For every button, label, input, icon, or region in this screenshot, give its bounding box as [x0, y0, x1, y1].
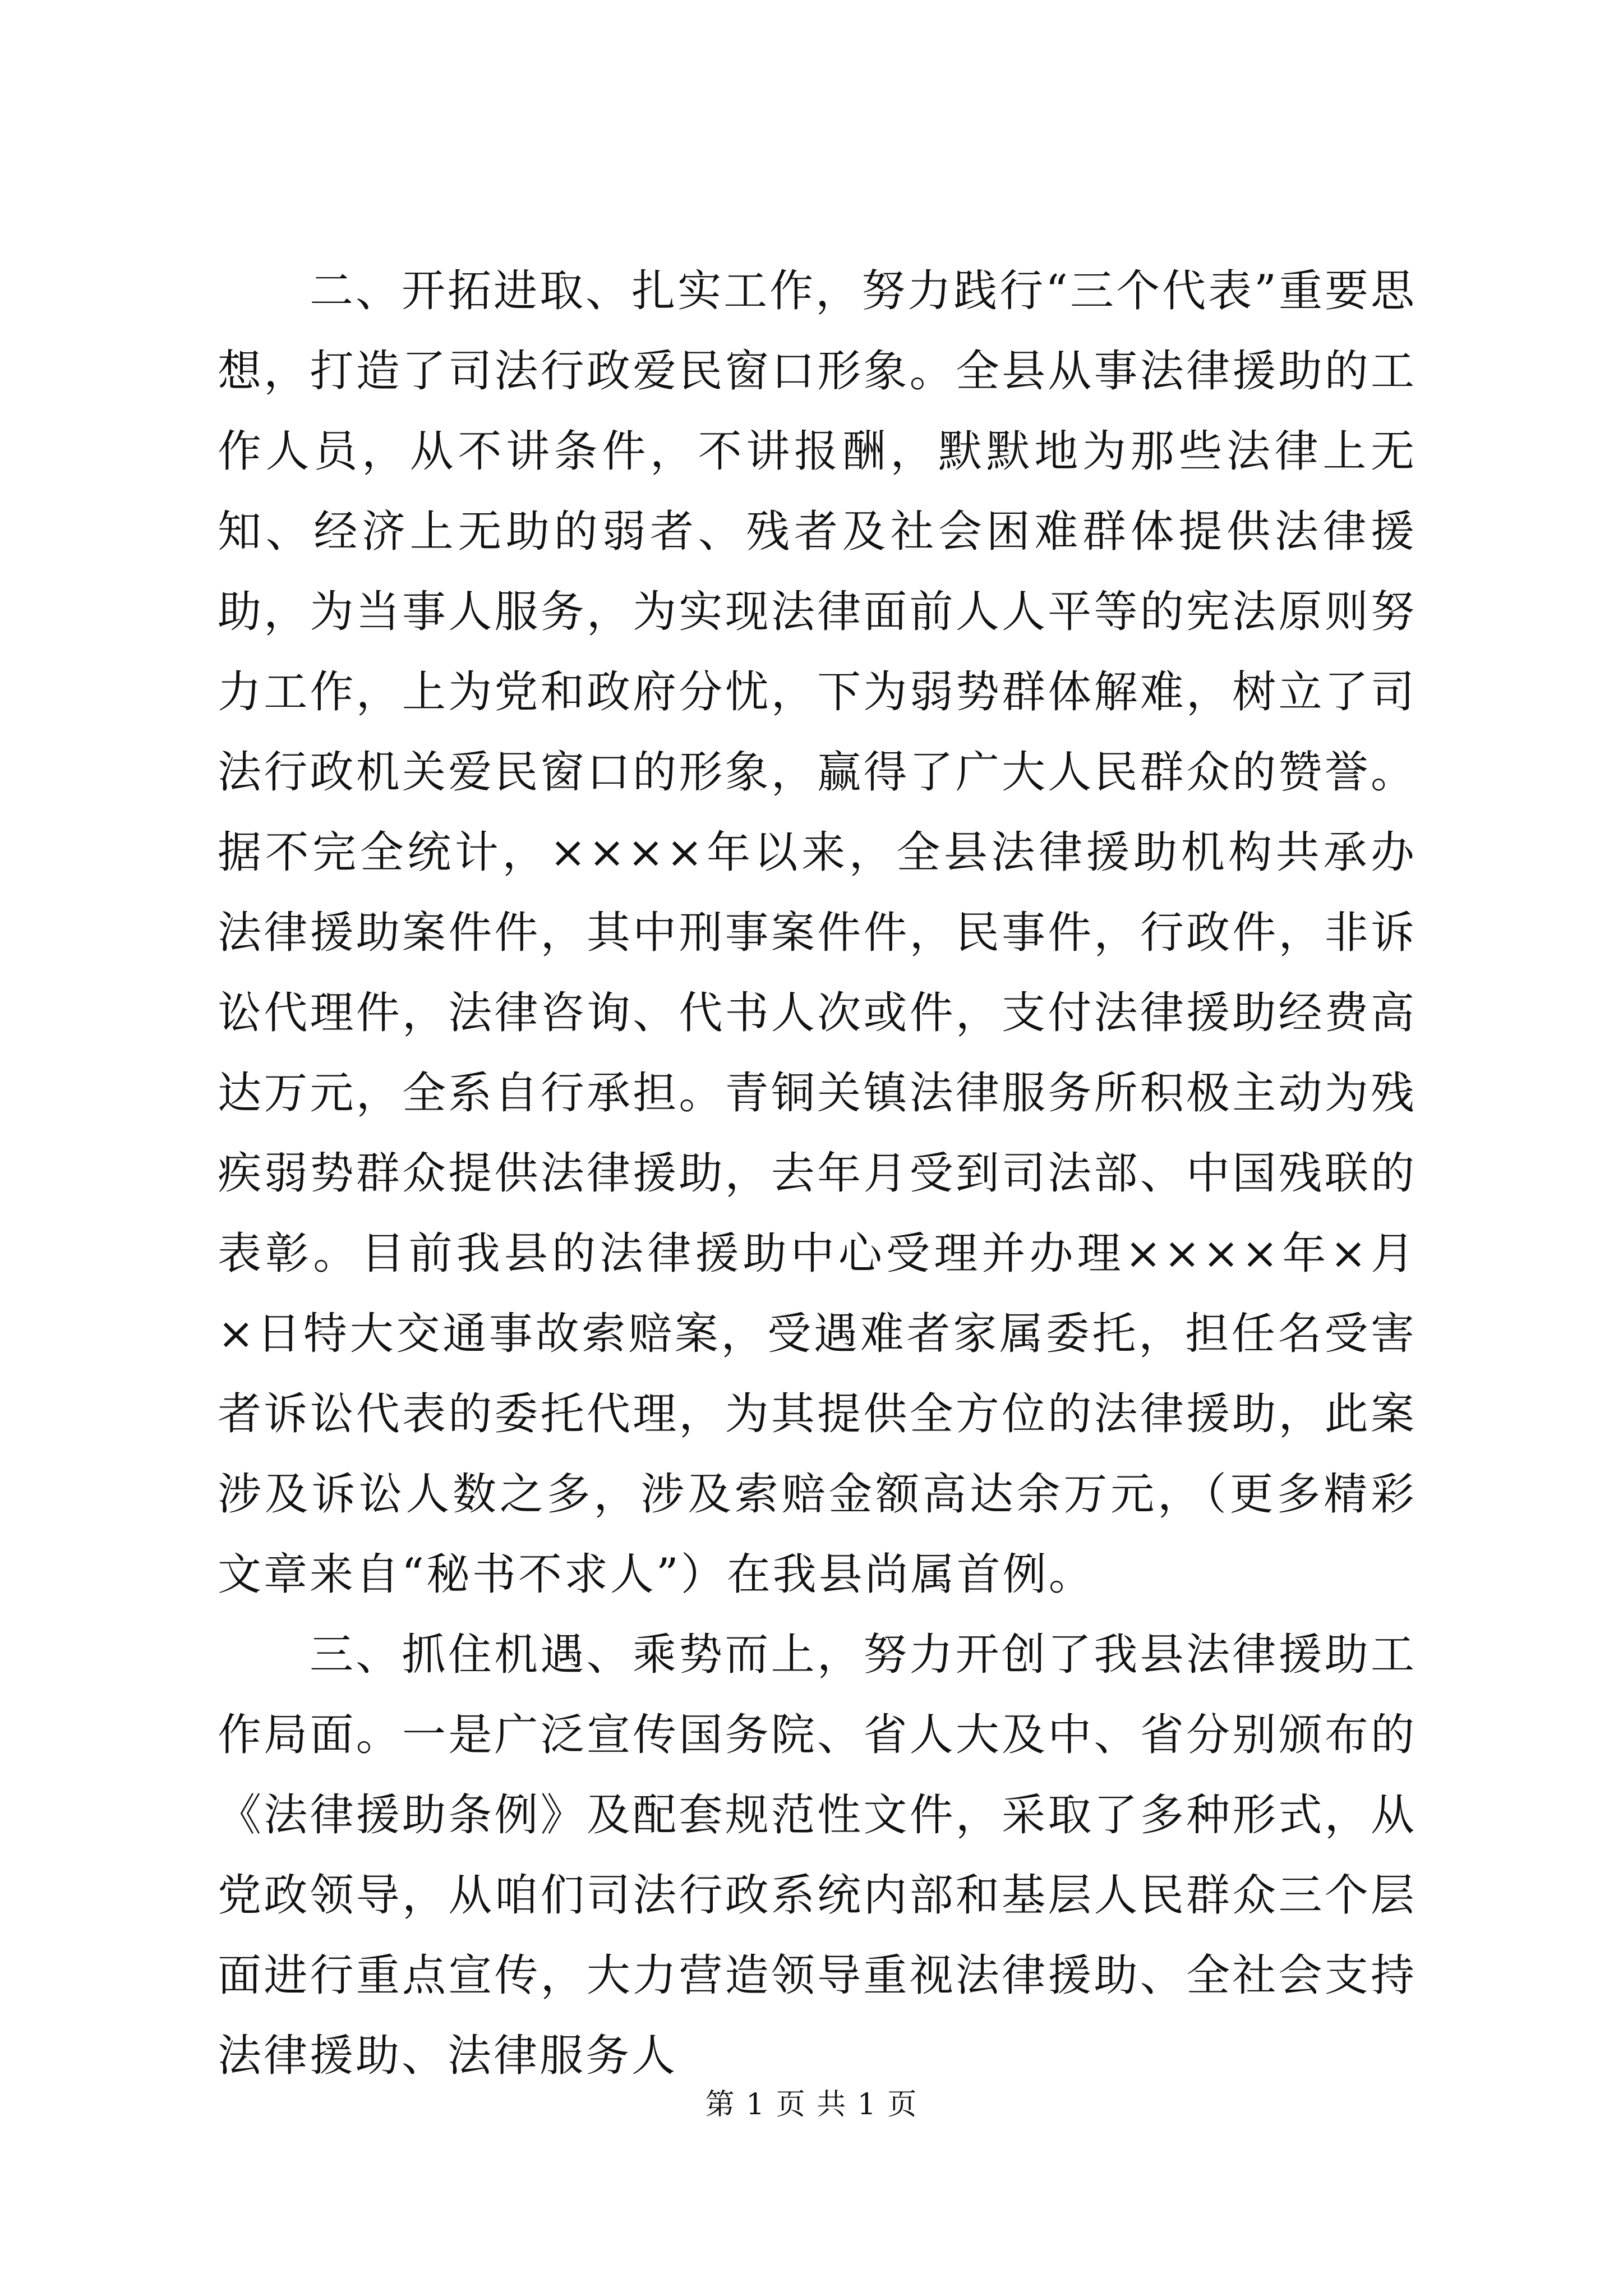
- paragraph-2: 二、开拓进取、扎实工作，努力践行“三个代表”重要思想，打造了司法行政爱民窗口形象。全县从事法律援助的工作人员，从不讲条件，不讲报酬，默默地为那些法律上无知、经济上无助的弱者、残者及社会困难群体提供法律援助，为当事人服务，为实现法律面前人人平等的宪法原则努力工作，上为党和政府分忧，下为弱势群体解难，树立了司法行政机关爱民窗口的形象，赢得了广大人民群众的赞誉。据不完全统计，××××年以来，全县法律援助机构共承办法律援助案件件，其中刑事案件件，民事件，行政件，非诉讼代理件，法律咨询、代书人次或件，支付法律援助经费高达万元，全系自行承担。青铜关镇法律服务所积极主动为残疾弱势群众提供法律援助，去年月受到司法部、中国残联的表彰。目前我县的法律援助中心受理并办理××××年×月×日特大交通事故索赔案，受遇难者家属委托，担任名受害者诉讼代表的委托代理，为其提供全方位的法律援助，此案涉及诉讼人数之多，涉及索赔金额高达余万元，（更多精彩文章来自“秘书不求人”）在我县尚属首例。: [218, 266, 1417, 1600]
- paragraph-3: 三、抓住机遇、乘势而上，努力开创了我县法律援助工作局面。一是广泛宣传国务院、省人大及中、省分别颁布的《法律援助条例》及配套规范性文件，采取了多种形式，从党政领导，从咱们司法行政系统内部和基层人民群众三个层面进行重点宣传，大力营造领导重视法律援助、全社会支持法律援助、法律服务人: [218, 1630, 1417, 2081]
- page-number-footer: 第 1 页 共 1 页: [705, 2088, 918, 2122]
- document-body: [218, 251, 1417, 2096]
